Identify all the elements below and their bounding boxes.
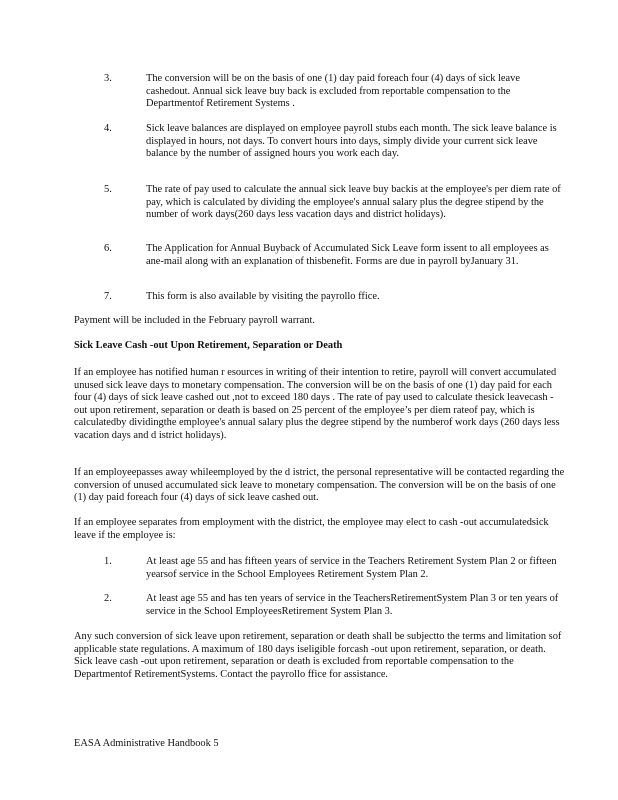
list-number: 1. xyxy=(104,556,112,567)
paragraph-limitations: Any such conversion of sick leave upon retirement, separation or death shall be subjectto the terms and limitation sof applicable state regulations. A maximum of 180 days iseligible forcash -out upon retirement, separation, or death. Sick leave cash -out upon retirement, separation or death is excluded from reportable compensation to the Departmentof RetirementSystems. Contact the payrollo ffice for assistance. xyxy=(74,631,562,680)
list-number: 4. xyxy=(104,123,112,134)
list-text: This form is also available by visiting the payrollo ffice. xyxy=(146,291,380,302)
list-text: The rate of pay used to calculate the annual sick leave buy backis at the employee's per diem rate of pay, which is calculated by dividing the employee's annual salary plus the degree stipend by the number of work days(260 days less vacation days and district holidays). xyxy=(146,184,561,221)
list-number: 3. xyxy=(104,73,112,84)
list-number: 6. xyxy=(104,243,112,254)
list-text: The conversion will be on the basis of one (1) day paid foreach four (4) days of sick leave cashedout. Annual sick leave buy back is excluded from reportable compensation to the Departmentof Retirement Systems . xyxy=(146,73,520,110)
paragraph-retirement: If an employee has notified human r esources in writing of their intention to retire, payroll will convert accumulated unused sick leave days to monetary compensation. The conversion will be on the basis of one (1) day paid for each four (4) days of sick leave cashed out ,not to exceed 180 days . The rate of pay used to calculate thesick leavecash -out upon retirement, separation or death is based on 25 percent of the employee’s per diem rateof pay, which is calculatedby dividingthe employee's annual salary plus the degree stipend by the numberof work days (260 days less vacation days and d istrict holidays). xyxy=(74,367,560,441)
list-text: Sick leave balances are displayed on employee payroll stubs each month. The sick leave balance is displayed in hours, not days. To convert hours into days, simply divide your current sick leave balance by the number of assigned hours you work each day. xyxy=(146,123,557,160)
list-text: The Application for Annual Buyback of Accumulated Sick Leave form issent to all employees as ane-mail along with an explanation of thisbenefit. Forms are due in payroll byJanuary 31. xyxy=(146,243,549,267)
list-number: 7. xyxy=(104,291,112,302)
list-text: At least age 55 and has fifteen years of service in the Teachers Retirement System Plan 2 or fifteen yearsof service in the School Employees Retirement System Plan 2. xyxy=(146,556,557,580)
payment-note: Payment will be included in the February payroll warrant. xyxy=(74,315,315,326)
section-heading: Sick Leave Cash -out Upon Retirement, Separation or Death xyxy=(74,340,343,351)
paragraph-separation: If an employee separates from employment with the district, the employee may elect to cash -out accumulatedsick leave if the employee is: xyxy=(74,517,549,541)
list-text: At least age 55 and has ten years of service in the TeachersRetirementSystem Plan 3 or ten years of service in the School EmployeesRetirement System Plan 3. xyxy=(146,593,559,617)
page-footer: EASA Administrative Handbook 5 xyxy=(74,738,219,749)
list-number: 2. xyxy=(104,593,112,604)
paragraph-death: If an employeepasses away whileemployed by the d istrict, the personal representative will be contacted regarding the conversion of unused accumulated sick leave to monetary compensation. The conversion will be on the basis of one (1) day paid foreach four (4) days of sick leave cashed out. xyxy=(74,467,565,504)
list-number: 5. xyxy=(104,184,112,195)
